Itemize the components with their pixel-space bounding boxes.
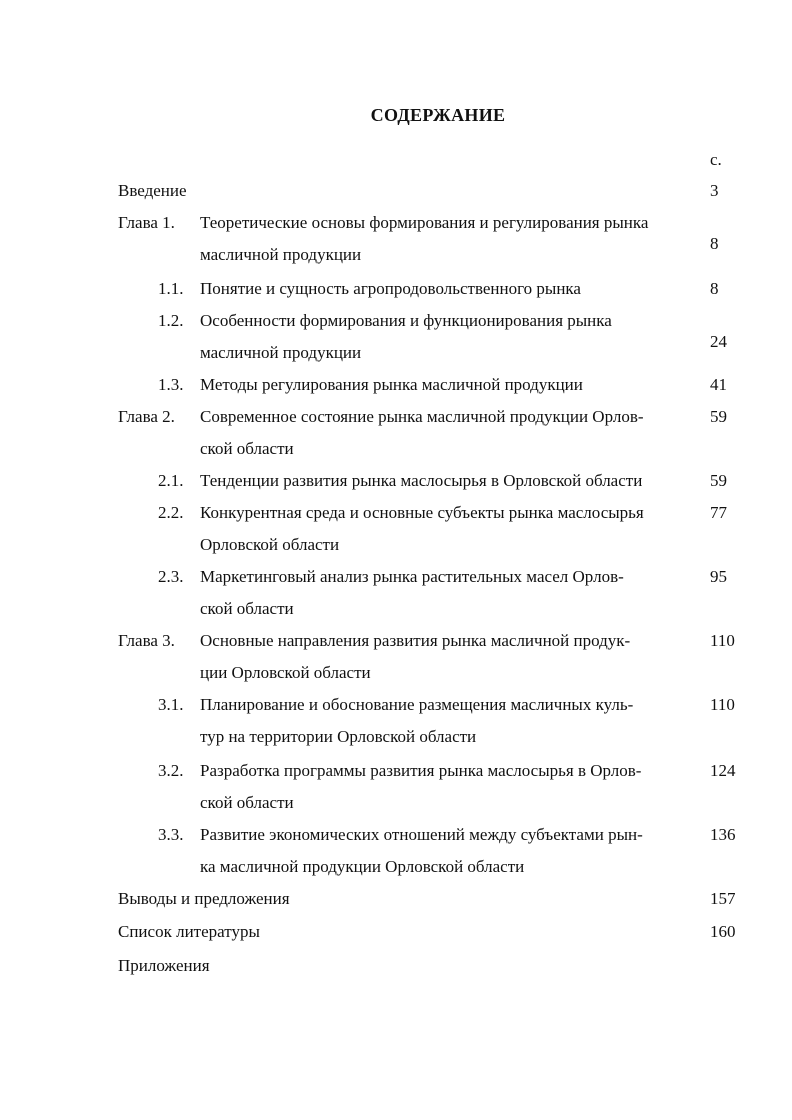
toc-page-number: 124	[710, 761, 736, 780]
toc-section-title-cont: ской области	[200, 599, 294, 618]
toc-page-number: 157	[710, 889, 736, 908]
toc-section-label: 3.2.	[158, 761, 184, 780]
toc-section-title-cont: масличной продукции	[200, 343, 362, 362]
toc-chapter-title-cont: ции Орловской области	[200, 663, 371, 682]
toc-page-number: 59	[710, 407, 727, 426]
toc-section-label: 2.1.	[158, 471, 184, 490]
toc-chapter-title: Основные направления развития рынка масличной продук-	[200, 631, 631, 650]
toc-page-number: 41	[710, 375, 727, 394]
toc-section-label: 1.3.	[158, 375, 184, 394]
toc-section-label: 3.1.	[158, 695, 184, 714]
toc-section-title: Планирование и обоснование размещения масличных куль-	[200, 695, 634, 714]
toc-section-title: Разработка программы развития рынка маслосырья в Орлов-	[200, 761, 642, 780]
toc-section-title: Особенности формирования и функционирования рынка	[200, 311, 612, 330]
toc-page-number: 77	[710, 503, 727, 522]
toc-entry-bibliography: Список литературы	[118, 922, 260, 941]
toc-section-title-cont: Орловской области	[200, 535, 340, 554]
toc-entry-introduction: Введение	[118, 181, 187, 200]
toc-section-title: Маркетинговый анализ рынка растительных масел Орлов-	[200, 567, 624, 586]
toc-page-number: 3	[710, 181, 719, 200]
toc-section-title-cont: ской области	[200, 793, 294, 812]
toc-chapter-label: Глава 1.	[118, 213, 175, 232]
toc-section-label: 2.3.	[158, 567, 184, 586]
toc-section-title: Тенденции развития рынка маслосырья в Орловской области	[200, 471, 643, 490]
toc-page-number: 24	[710, 332, 727, 351]
toc-section-label: 2.2.	[158, 503, 184, 522]
toc-section-title: Понятие и сущность агропродовольственного рынка	[200, 279, 581, 298]
toc-chapter-label: Глава 3.	[118, 631, 175, 650]
toc-chapter-title-cont: масличной продукции	[200, 245, 362, 264]
toc-entry-conclusions: Выводы и предложения	[118, 889, 290, 908]
toc-chapter-title: Современное состояние рынка масличной продукции Орлов-	[200, 407, 644, 426]
toc-entry-appendices: Приложения	[118, 956, 210, 975]
toc-page-number: 160	[710, 922, 736, 941]
toc-page-number: 8	[710, 279, 719, 298]
toc-section-title-cont: тур на территории Орловской области	[200, 727, 477, 746]
toc-chapter-title: Теоретические основы формирования и регулирования рынка	[200, 213, 649, 232]
page-column-header: с.	[710, 150, 722, 169]
toc-page-number: 110	[710, 695, 735, 714]
toc-section-title: Развитие экономических отношений между субъектами рын-	[200, 825, 643, 844]
toc-page-number: 110	[710, 631, 735, 650]
toc-section-label: 3.3.	[158, 825, 184, 844]
toc-section-title: Методы регулирования рынка масличной продукции	[200, 375, 583, 394]
toc-page-number: 59	[710, 471, 727, 490]
toc-page-number: 136	[710, 825, 736, 844]
toc-section-label: 1.1.	[158, 279, 184, 298]
toc-chapter-label: Глава 2.	[118, 407, 175, 426]
toc-section-title: Конкурентная среда и основные субъекты рынка маслосырья	[200, 503, 644, 522]
toc-chapter-title-cont: ской области	[200, 439, 294, 458]
page-title: СОДЕРЖАНИЕ	[370, 105, 506, 125]
toc-section-label: 1.2.	[158, 311, 184, 330]
toc-section-title-cont: ка масличной продукции Орловской области	[200, 857, 525, 876]
toc-page-number: 8	[710, 234, 719, 253]
toc-page-number: 95	[710, 567, 727, 586]
